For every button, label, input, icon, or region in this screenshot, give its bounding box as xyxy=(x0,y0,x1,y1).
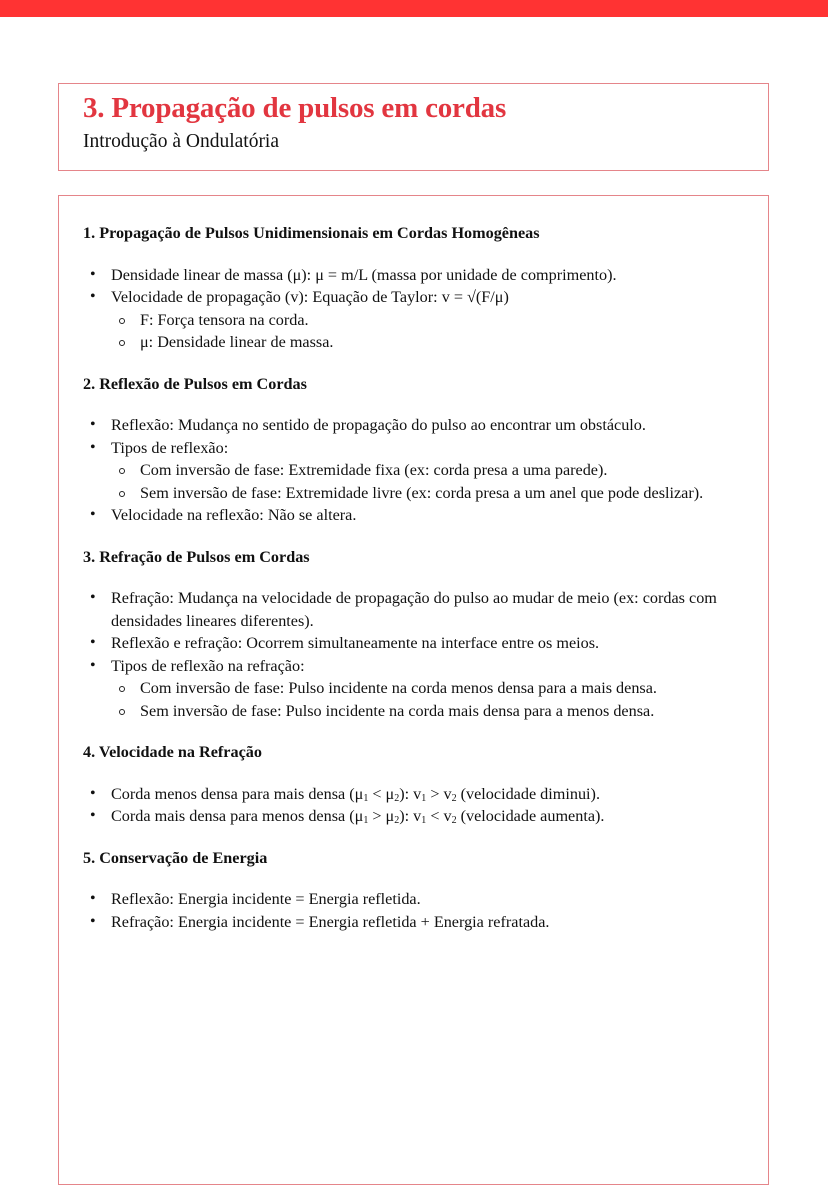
section-heading-4: 4. Velocidade na Refração xyxy=(83,743,262,761)
section-heading-2: 2. Reflexão de Pulsos em Cordas xyxy=(83,374,307,393)
list-item: • Corda menos densa para mais densa $(\mu_1 < \mu_2)$: $v_1 > v_2$ (velocidade diminui). xyxy=(83,783,743,806)
list-item: • Velocidade na reflexão: Não se altera. xyxy=(83,504,743,527)
section-3-list xyxy=(83,587,743,722)
section-2-list xyxy=(83,414,743,527)
list-item: • Refração: Mudança na velocidade de propagação do pulso ao mudar de meio (ex: cordas com densidades lineares diferentes). xyxy=(83,587,743,632)
section-heading-1: 1. Propagação de Pulsos Unidimensionais em Cordas Homogêneas xyxy=(83,224,540,242)
list-item: • Tipos de reflexão na refração: xyxy=(83,655,743,678)
section-5-list xyxy=(83,888,743,933)
list-item: • Velocidade de propagação (v): Equação de Taylor: v = √(F/μ) xyxy=(83,286,743,309)
section-heading-3: 3. Refração de Pulsos em Cordas xyxy=(83,547,310,566)
content-box xyxy=(58,195,769,1185)
list-item: • Densidade linear de massa (μ): μ = m/L (massa por unidade de comprimento). xyxy=(83,264,743,287)
content-body xyxy=(83,222,743,952)
list-item: • Corda mais densa para menos densa $(\mu_1 > \mu_2)$: $v_1 < v_2$ (velocidade aumenta). xyxy=(83,805,743,828)
sub-list-item: μ: Densidade linear de massa. xyxy=(83,331,743,354)
page-title: 3. Propagação de pulsos em cordas xyxy=(83,92,507,124)
list-item: • Reflexão e refração: Ocorrem simultaneamente na interface entre os meios. xyxy=(83,632,743,655)
list-item: • Reflexão: Mudança no sentido de propagação do pulso ao encontrar um obstáculo. xyxy=(83,414,743,437)
sub-list-item: Sem inversão de fase: Extremidade livre (ex: corda presa a um anel que pode deslizar). xyxy=(83,482,743,505)
page-subtitle: Introdução à Ondulatória xyxy=(83,131,280,152)
list-item: • Tipos de reflexão: xyxy=(83,437,743,460)
top-accent-bar xyxy=(0,0,828,17)
sub-list-item: Com inversão de fase: Extremidade fixa (ex: corda presa a uma parede). xyxy=(83,459,743,482)
section-1-list xyxy=(83,264,743,354)
sub-list-item: F: Força tensora na corda. xyxy=(83,309,743,332)
header-box xyxy=(58,83,769,171)
sub-list-item: Com inversão de fase: Pulso incidente na corda menos densa para a mais densa. xyxy=(83,677,743,700)
sub-list-item: Sem inversão de fase: Pulso incidente na corda mais densa para a menos densa. xyxy=(83,700,743,723)
list-item: • Refração: Energia incidente = Energia refletida + Energia refratada. xyxy=(83,911,743,934)
section-heading-5: 5. Conservação de Energia xyxy=(83,848,268,867)
section-4-list xyxy=(83,783,743,828)
list-item: • Reflexão: Energia incidente = Energia refletida. xyxy=(83,888,743,911)
